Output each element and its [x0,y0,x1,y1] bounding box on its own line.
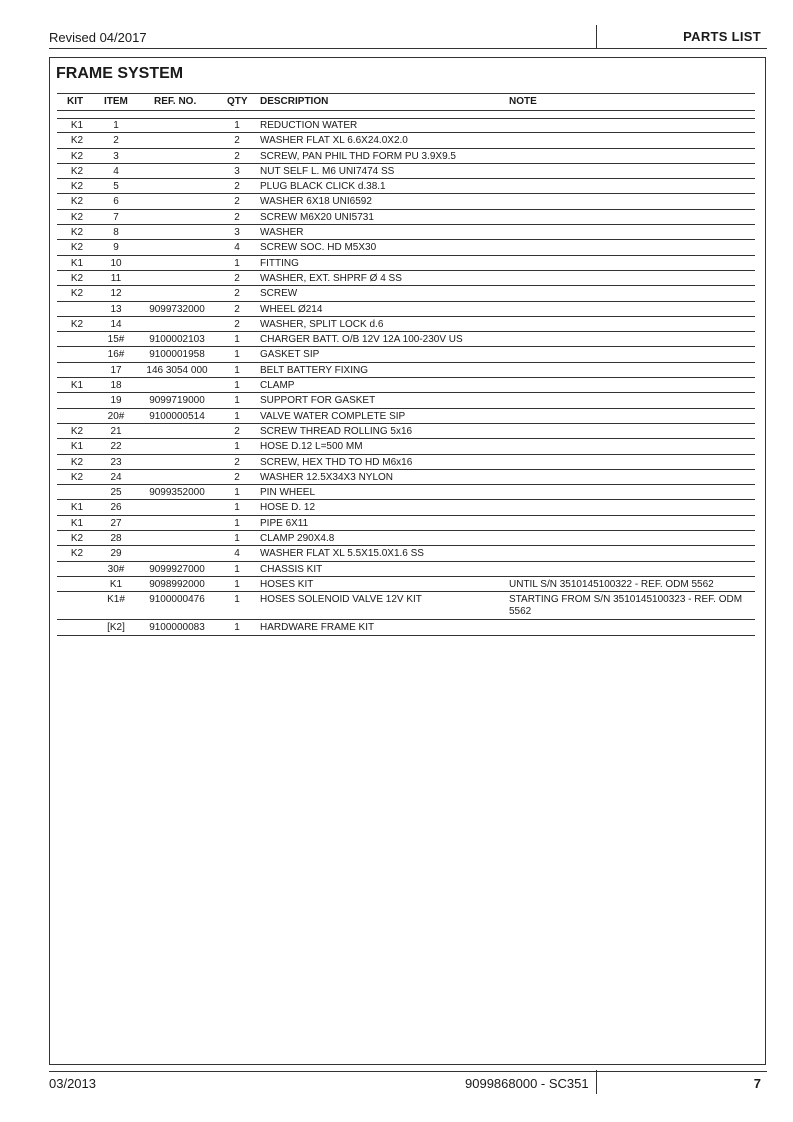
description-cell: SCREW [260,288,298,300]
description-cell: GASKET SIP [260,349,320,361]
col-ref: REF. NO. [154,96,197,107]
page-number: 7 [753,1076,761,1091]
kit-cell: K2 [70,288,84,300]
kit-cell: K2 [70,318,84,330]
qty-cell: 4 [234,548,240,560]
ref-cell: 9100000083 [149,622,205,634]
qty-cell: 1 [234,594,240,606]
description-cell: SCREW M6X20 UNI5731 [260,211,374,223]
table-header [57,93,755,111]
ref-cell: 9098992000 [149,578,205,590]
item-cell: 16# [107,349,125,361]
item-cell: 25 [110,487,122,499]
kit-cell: K1 [70,257,84,269]
table-row [57,516,755,531]
kit-cell: K2 [70,165,84,177]
item-cell: K1# [107,594,125,606]
kit-cell: K2 [70,211,84,223]
item-cell: 15# [107,334,125,346]
kit-cell: K2 [70,425,84,437]
item-cell: 21 [110,425,122,437]
ref-cell: 9100000476 [149,594,205,606]
item-cell: 20# [107,410,125,422]
table-row [57,378,755,393]
page-title: FRAME SYSTEM [56,65,184,82]
item-cell: 2 [113,135,119,147]
qty-cell: 4 [234,242,240,254]
ref-cell: 9099732000 [149,303,205,315]
table-row [57,424,755,439]
description-cell: WASHER 6X18 UNI6592 [260,196,372,208]
qty-cell: 1 [234,563,240,575]
table-row [57,620,755,635]
kit-cell: K2 [70,533,84,545]
table-row [57,577,755,592]
table-row [57,286,755,301]
item-cell: 22 [110,441,122,453]
item-cell: 26 [110,502,122,514]
footer-rule [49,1071,767,1072]
kit-cell: K2 [70,471,84,483]
kit-cell: K1 [70,517,84,529]
table-row [57,485,755,500]
item-cell: 24 [110,471,122,483]
table-row [57,546,755,561]
kit-cell: K2 [70,242,84,254]
description-cell: CLAMP [260,380,295,392]
table-row [57,271,755,286]
kit-cell: K2 [70,548,84,560]
header-rule [49,48,767,49]
qty-cell: 2 [234,425,240,437]
item-cell: [K2] [107,622,125,634]
qty-cell: 1 [234,257,240,269]
qty-cell: 2 [234,211,240,223]
item-cell: 11 [110,272,122,284]
qty-cell: 2 [234,288,240,300]
document-number: 9099868000 - SC351 [465,1076,589,1091]
note-cell: UNTIL S/N 3510145100322 - REF. ODM 5562 [509,578,714,590]
kit-cell: K1 [70,380,84,392]
description-cell: FITTING [260,257,299,269]
table-row [57,439,755,454]
row-rule [57,118,755,119]
qty-cell: 2 [234,456,240,468]
description-cell: WASHER, SPLIT LOCK d.6 [260,318,384,330]
note-cell: STARTING FROM S/N 3510145100323 - REF. ODM 5562 [509,594,743,618]
qty-cell: 1 [234,502,240,514]
kit-cell: K1 [70,441,84,453]
description-cell: WASHER FLAT XL 6.6X24.0X2.0 [260,135,408,147]
table-row [57,149,755,164]
qty-cell: 2 [234,272,240,284]
kit-cell: K2 [70,135,84,147]
item-cell: 18 [110,380,122,392]
item-cell: 4 [113,165,119,177]
section-label: PARTS LIST [683,29,761,44]
item-cell: 9 [113,242,119,254]
ref-cell: 9099927000 [149,563,205,575]
qty-cell: 1 [234,395,240,407]
table-row [57,470,755,485]
qty-cell: 1 [234,380,240,392]
table-row [57,164,755,179]
qty-cell: 1 [234,334,240,346]
table-row [57,240,755,255]
item-cell: 29 [110,548,122,560]
description-cell: WHEEL Ø214 [260,303,323,315]
item-cell: 12 [110,288,122,300]
qty-cell: 1 [234,349,240,361]
kit-cell: K2 [70,181,84,193]
description-cell: WASHER 12.5X34X3 NYLON [260,471,394,483]
ref-cell: 9100002103 [149,334,205,346]
qty-cell: 2 [234,303,240,315]
item-cell: K1 [109,578,123,590]
parts-table [57,118,755,636]
table-row [57,393,755,408]
table-row [57,455,755,470]
col-qty: QTY [227,96,248,107]
table-row [57,562,755,577]
item-cell: 10 [110,257,122,269]
description-cell: SCREW SOC. HD M5X30 [260,242,377,254]
description-cell: WASHER [260,227,304,239]
ref-cell: 9099719000 [149,395,205,407]
table-row [57,133,755,148]
header-divider [596,25,597,49]
item-cell: 17 [110,364,122,376]
table-row [57,118,755,133]
qty-cell: 1 [234,487,240,499]
ref-cell: 146 3054 000 [146,364,208,376]
qty-cell: 1 [234,533,240,545]
table-row [57,225,755,240]
table-row [57,592,755,620]
kit-cell: K2 [70,227,84,239]
table-row [57,332,755,347]
ref-cell: 9100000514 [149,410,205,422]
kit-cell: K1 [70,120,84,131]
row-rule [57,635,755,636]
kit-cell: K2 [70,196,84,208]
item-cell: 14 [110,318,122,330]
description-cell: HARDWARE FRAME KIT [260,622,375,634]
description-cell: NUT SELF L. M6 UNI7474 SS [260,165,395,177]
description-cell: SCREW THREAD ROLLING 5x16 [260,425,413,437]
col-item: ITEM [104,96,128,107]
kit-cell: K2 [70,272,84,284]
qty-cell: 2 [234,318,240,330]
table-row [57,302,755,317]
item-cell: 6 [113,196,119,208]
qty-cell: 1 [234,517,240,529]
item-cell: 13 [110,303,122,315]
description-cell: REDUCTION WATER [260,120,358,131]
qty-cell: 1 [234,364,240,376]
qty-cell: 3 [234,227,240,239]
qty-cell: 2 [234,181,240,193]
description-cell: SCREW, PAN PHIL THD FORM PU 3.9X9.5 [260,150,456,162]
table-row [57,256,755,271]
qty-cell: 2 [234,150,240,162]
item-cell: 5 [113,181,119,193]
description-cell: PLUG BLACK CLICK d.38.1 [260,181,386,193]
description-cell: HOSES SOLENOID VALVE 12V KIT [260,594,422,606]
description-cell: HOSE D. 12 [260,502,316,514]
qty-cell: 3 [234,165,240,177]
item-cell: 28 [110,533,122,545]
ref-cell: 9099352000 [149,487,205,499]
qty-cell: 2 [234,135,240,147]
table-row [57,317,755,332]
description-cell: HOSE D.12 L=500 MM [260,441,363,453]
col-note: NOTE [509,96,537,107]
qty-cell: 1 [234,120,240,131]
description-cell: CHARGER BATT. O/B 12V 12A 100-230V US [260,334,463,346]
description-cell: HOSES KIT [260,578,314,590]
col-description: DESCRIPTION [260,96,329,107]
item-cell: 19 [110,395,122,407]
description-cell: CHASSIS KIT [260,563,323,575]
table-row [57,347,755,362]
description-cell: WASHER, EXT. SHPRF Ø 4 SS [260,272,402,284]
table-row [57,179,755,194]
footer-date: 03/2013 [49,1076,96,1091]
qty-cell: 2 [234,471,240,483]
kit-cell: K2 [70,456,84,468]
description-cell: WASHER FLAT XL 5.5X15.0X1.6 SS [260,548,424,560]
item-cell: 3 [113,150,119,162]
item-cell: 23 [110,456,122,468]
item-cell: 27 [110,517,122,529]
col-kit: KIT [67,96,84,107]
description-cell: BELT BATTERY FIXING [260,364,368,376]
qty-cell: 1 [234,622,240,634]
ref-cell: 9100001958 [149,349,205,361]
item-cell: 30# [107,563,125,575]
item-cell: 8 [113,227,119,239]
item-cell: 7 [113,211,119,223]
table-row [57,194,755,209]
table-row [57,531,755,546]
qty-cell: 1 [234,441,240,453]
qty-cell: 1 [234,410,240,422]
table-row [57,409,755,424]
kit-cell: K2 [70,150,84,162]
description-cell: CLAMP 290X4.8 [260,533,335,545]
description-cell: SUPPORT FOR GASKET [260,395,376,407]
description-cell: VALVE WATER COMPLETE SIP [260,410,406,422]
footer-divider [596,1070,597,1094]
qty-cell: 2 [234,196,240,208]
item-cell: 1 [113,120,119,131]
kit-cell: K1 [70,502,84,514]
table-row [57,210,755,225]
qty-cell: 1 [234,578,240,590]
table-row [57,500,755,515]
description-cell: PIPE 6X11 [260,517,309,529]
description-cell: PIN WHEEL [260,487,316,499]
revision-date: Revised 04/2017 [49,30,147,45]
description-cell: SCREW, HEX THD TO HD M6x16 [260,456,413,468]
table-row [57,363,755,378]
